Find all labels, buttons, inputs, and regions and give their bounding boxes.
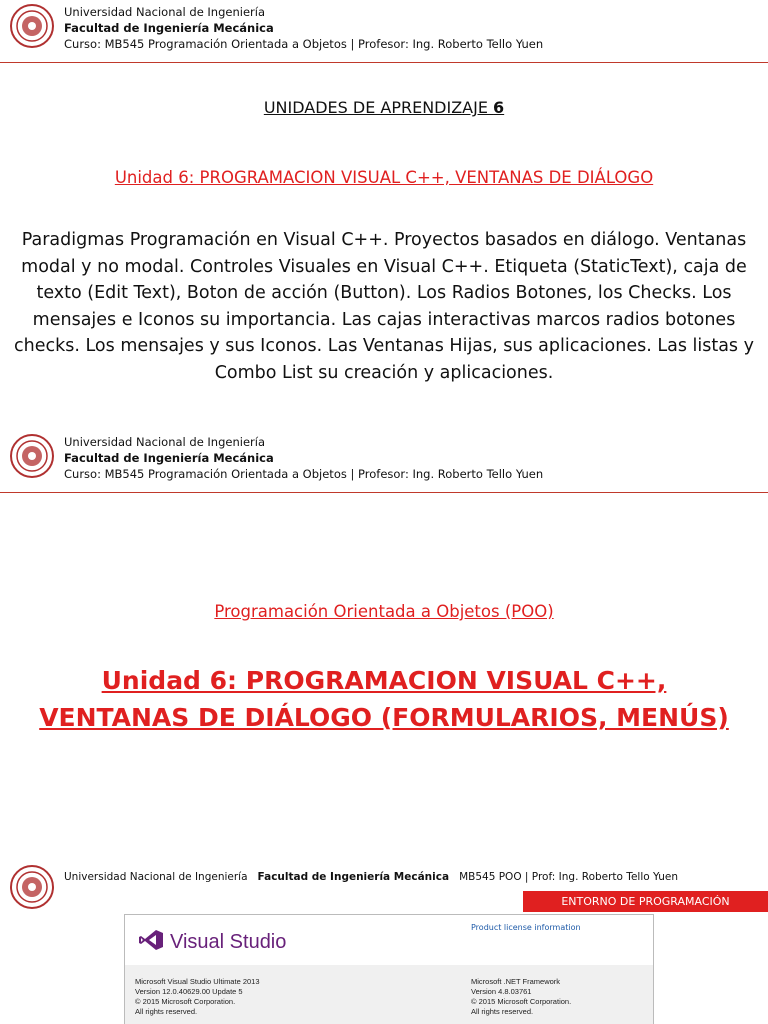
slide-3: [0, 860, 768, 1024]
net-info-line: All rights reserved.: [471, 1007, 534, 1016]
product-license-link[interactable]: Product license information: [471, 923, 581, 932]
header-faculty: Facultad de Ingeniería Mecánica: [64, 451, 274, 465]
header-faculty: Facultad de Ingeniería Mecánica: [64, 21, 274, 35]
visual-studio-logo: [138, 929, 286, 955]
header-divider: [0, 62, 768, 63]
net-info-line: © 2015 Microsoft Corporation.: [471, 997, 572, 1006]
learning-units-heading: [0, 98, 768, 117]
visual-studio-icon: [138, 929, 164, 955]
vs-version-info: [135, 977, 260, 1017]
unit-title-line-1: Unidad 6: PROGRAMACION VISUAL C++,: [101, 666, 667, 695]
header-university: Universidad Nacional de Ingeniería: [64, 871, 248, 883]
university-seal-icon: [10, 4, 54, 48]
unit-title: Unidad 6: PROGRAMACION VISUAL C++, VENTANAS DE DIÁLOGO: [114, 168, 654, 187]
header-block: [64, 434, 543, 482]
visual-studio-logo-text: Visual Studio: [170, 930, 287, 953]
header-block: [64, 4, 543, 52]
unit-title-line-2: VENTANAS DE DIÁLOGO (FORMULARIOS, MENÚS): [39, 703, 729, 732]
net-framework-info: [471, 977, 571, 1017]
university-seal-icon: [10, 865, 54, 909]
vs-info-line: © 2015 Microsoft Corporation.: [135, 997, 236, 1006]
net-info-line: Microsoft .NET Framework: [471, 977, 561, 986]
header-course: Curso: MB545 Programación Orientada a Objetos | Profesor: Ing. Roberto Tello Yuen: [64, 467, 544, 481]
net-info-line: Version 4.8.03761: [471, 987, 532, 996]
heading-number: 6: [493, 98, 505, 117]
visual-studio-about-dialog: [124, 914, 654, 1024]
unit-description: Paradigmas Programación en Visual C++. Proyectos basados en diálogo. Ventanas modal y no modal. Controles Visuales en Visual C++. Etiqueta (StaticText), caja de texto (Edit Text), Boton de acción (Button). Los Radios Botones, los Checks. Los mensajes e Iconos su importancia. Las cajas interactivas marcos radios botones checks. Los mensajes y sus Iconos. Las Ventanas Hijas, sus aplicaciones. Las listas y Combo List su creación y aplicaciones.: [14, 230, 754, 383]
header-university: Universidad Nacional de Ingeniería: [64, 435, 266, 449]
slide-2: [0, 430, 768, 845]
vs-info-line: Microsoft Visual Studio Ultimate 2013: [135, 977, 260, 986]
university-seal-icon: [10, 434, 54, 478]
header-faculty: Facultad de Ingeniería Mecánica: [257, 871, 450, 883]
section-banner: ENTORNO DE PROGRAMACIÓN: [523, 891, 768, 912]
compact-header: [64, 871, 678, 883]
header-divider: [0, 492, 768, 493]
header-university: Universidad Nacional de Ingeniería: [64, 5, 266, 19]
heading-prefix: UNIDADES DE APRENDIZAJE: [263, 98, 494, 117]
slide-1: [0, 0, 768, 425]
vs-info-line: All rights reserved.: [135, 1007, 198, 1016]
header-course: Curso: MB545 Programación Orientada a Objetos | Profesor: Ing. Roberto Tello Yuen: [64, 37, 544, 51]
vs-info-line: Version 12.0.40629.00 Update 5: [135, 987, 243, 996]
course-title: Programación Orientada a Objetos (POO): [214, 602, 554, 621]
unit-title-large: [0, 662, 768, 736]
header-course: MB545 POO | Prof: Ing. Roberto Tello Yuen: [459, 871, 678, 883]
